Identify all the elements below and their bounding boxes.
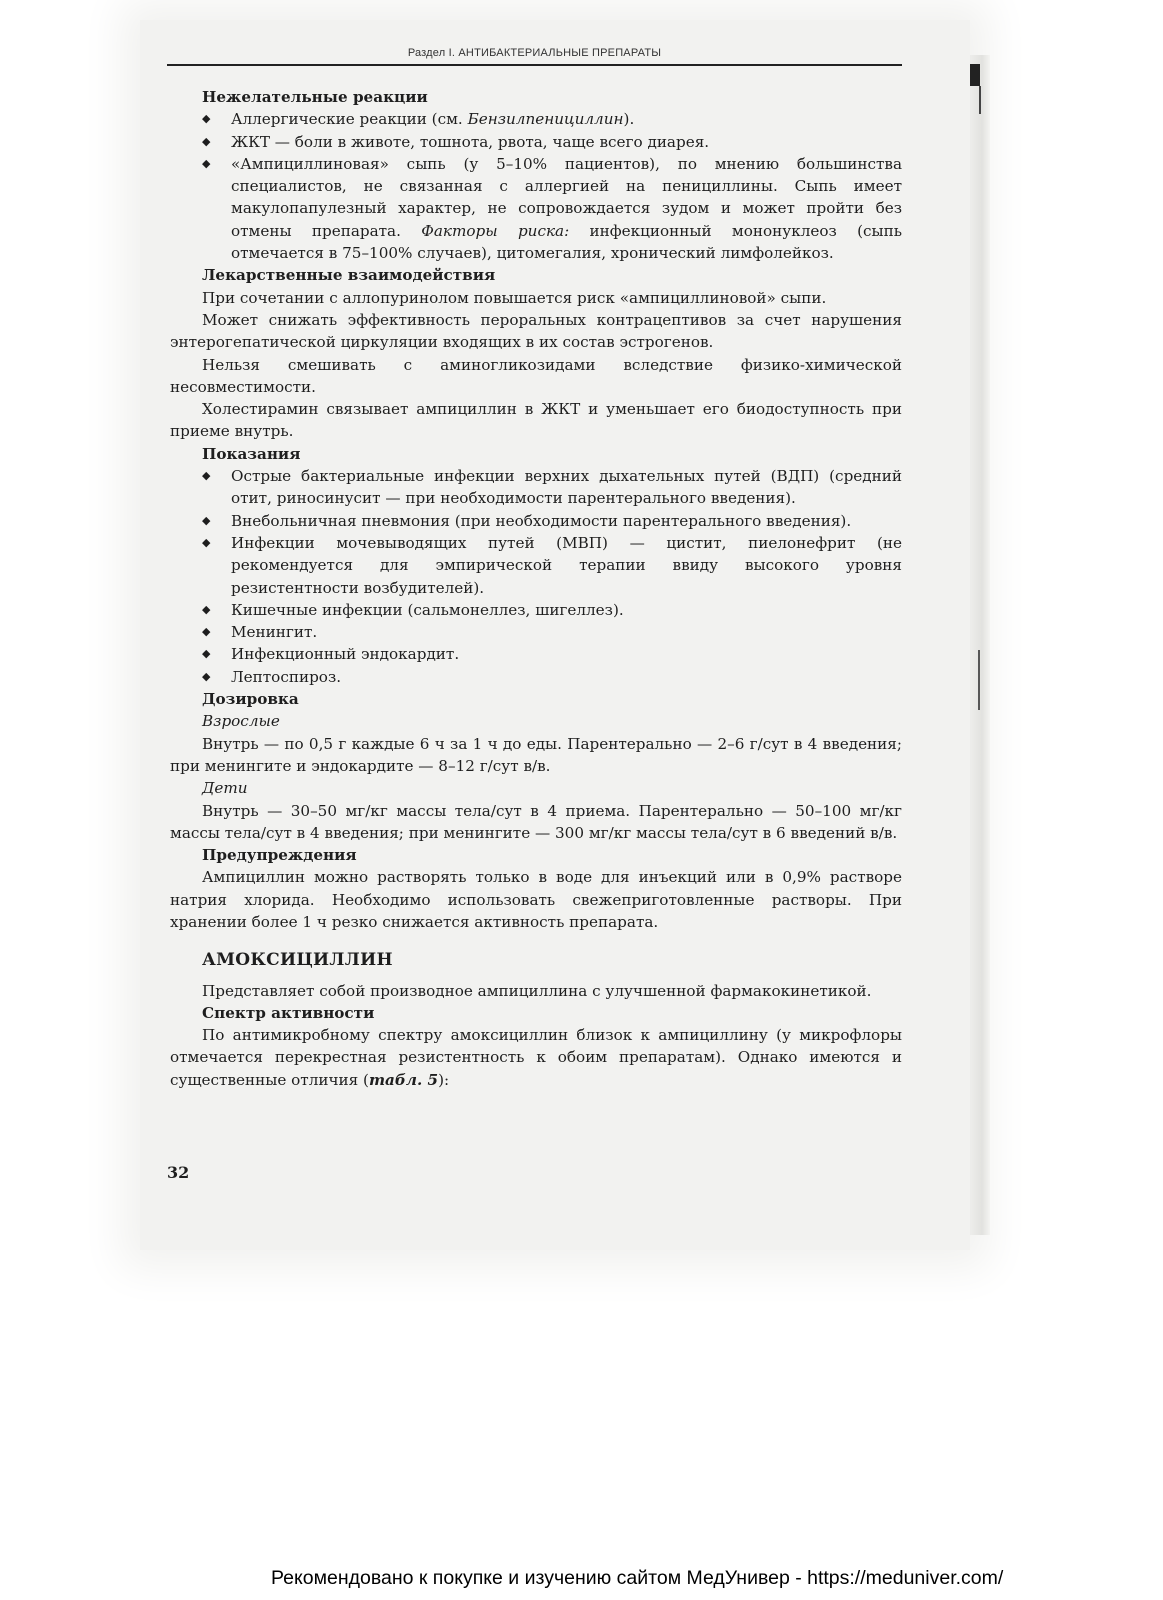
list-item [202,108,902,130]
adverse-list [202,108,902,264]
list-item: ◆ Внебольничная пневмония (при необходимости парентерального введения). [202,510,902,532]
section-heading: Дозировка [202,690,299,709]
footer-watermark: Рекомендовано к покупке и изучению сайтом МедУнивер - https://meduniver.com/ [271,1567,1004,1589]
bullet-icon: ◆ [202,647,211,661]
page-content [170,86,902,1091]
text: инфекционный мононуклеоз (сыпь отмечается в 75–100% случаев), цитомегалия, хронический лимфолейкоз. [231,221,902,263]
bullet-icon: ◆ [202,513,211,527]
list-item: ◆ Инфекционный эндокардит. [202,643,902,665]
paragraph: Ампициллин можно растворять только в воде для инъекций или в 0,9% растворе натрия хлорида. Необходимо использовать свежеприготовленные растворы. При хранении более 1 ч резко снижается активность препарата. [170,868,902,931]
drug-heading: АМОКСИЦИЛЛИН [202,950,393,971]
paragraph: Нельзя смешивать с аминогликозидами вследствие физико-химической несовместимости. [170,355,902,396]
list-item [202,131,902,153]
paragraph: По антимикробному спектру амоксициллин близок к ампициллину (у микрофлоры отмечается перекрестная резистентность к обоим препаратам). Однако имеются и существенные отличия (табл. 5): [170,1026,902,1089]
list-item: ◆ Острые бактериальные инфекции верхних дыхательных путей (ВДП) (средний отит, риносинусит — при необходимости парентерального введения). [202,467,902,508]
bullet-icon: ◆ [202,669,211,683]
paragraph: Может снижать эффективность пероральных контрацептивов за счет нарушения энтерогепатической циркуляции входящих в их состав эстрогенов. [170,310,902,352]
running-header: Раздел I. АНТИБАКТЕРИАЛЬНЫЕ ПРЕПАРАТЫ [407,47,662,59]
section-heading: Нежелательные реакции [202,88,428,106]
subheading: Дети [202,779,248,798]
bullet-icon: ◆ [202,134,211,148]
list-item: ◆ Инфекции мочевыводящих путей (МВП) — цистит, пиелонефрит (не рекомендуется для эмпирической терапии ввиду высокого уровня резистентности возбудителей). [202,533,902,597]
subheading: Взрослые [202,712,280,731]
list-item [202,153,902,264]
section-heading: Показания [202,444,301,463]
paragraph: Представляет собой производное ампициллина с улучшенной фармакокинетикой. [202,981,872,1000]
section-heading: Спектр активности [202,1003,375,1022]
list-item: ◆ Кишечные инфекции (сальмонеллез, шигеллез). [202,599,902,621]
list-item: ◆ Лептоспироз. [202,666,902,688]
edge-mark-line [979,86,981,114]
text: ). [623,110,635,129]
bullet-icon: ◆ [202,602,211,616]
emphasis: Факторы риска: [421,221,570,240]
bullet-icon: ◆ [202,469,211,483]
section-heading: Предупреждения [202,846,357,865]
bullet-icon: ◆ [202,625,211,639]
paragraph: Холестирамин связывает ампициллин в ЖКТ и уменьшает его биодоступность при приеме внутрь. [170,400,902,441]
bullet-icon: ◆ [202,535,211,549]
paragraph: Внутрь — 30–50 мг/кг массы тела/сут в 4 приема. Парентерально — 50–100 мг/кг массы тела/сут в 4 введения; при менингите — 300 мг/кг массы тела/сут в 6 введений в/в. [170,801,902,842]
paragraph: Внутрь — по 0,5 г каждые 6 ч за 1 ч до еды. Парентерально — 2–6 г/сут в 4 введения; при менингите и эндокардите — 8–12 г/сут в/в. [170,734,902,775]
table-reference: табл. 5 [368,1070,439,1089]
text: ЖКТ — боли в животе, тошнота, рвота, чаще всего диарея. [231,132,710,151]
header-rule [167,64,902,66]
text: «Ампициллиновая» сыпь (у 5–10% пациентов), по мнению большинства специалистов, не связанная с аллергией на пенициллины. Сыпь имеет макулопапулезный характер, не сопровождается зудом и может пройти без отмены препарата. [231,154,902,240]
page-edge [970,55,990,1235]
section-heading: Лекарственные взаимодействия [202,266,496,285]
text: Аллергические реакции (см. [231,110,468,129]
paragraph: При сочетании с аллопуринолом повышается риск «ампициллиновой» сыпи. [202,288,827,307]
emphasis: Бензилпенициллин [467,110,624,129]
section-tab-marker [970,64,980,86]
list-item: ◆ Менингит. [202,621,902,643]
edge-mark-line [978,650,980,710]
bullet-icon: ◆ [202,156,211,170]
indications-list [202,465,902,688]
bullet-icon: ◆ [202,112,211,126]
page-number: 32 [167,1163,190,1182]
